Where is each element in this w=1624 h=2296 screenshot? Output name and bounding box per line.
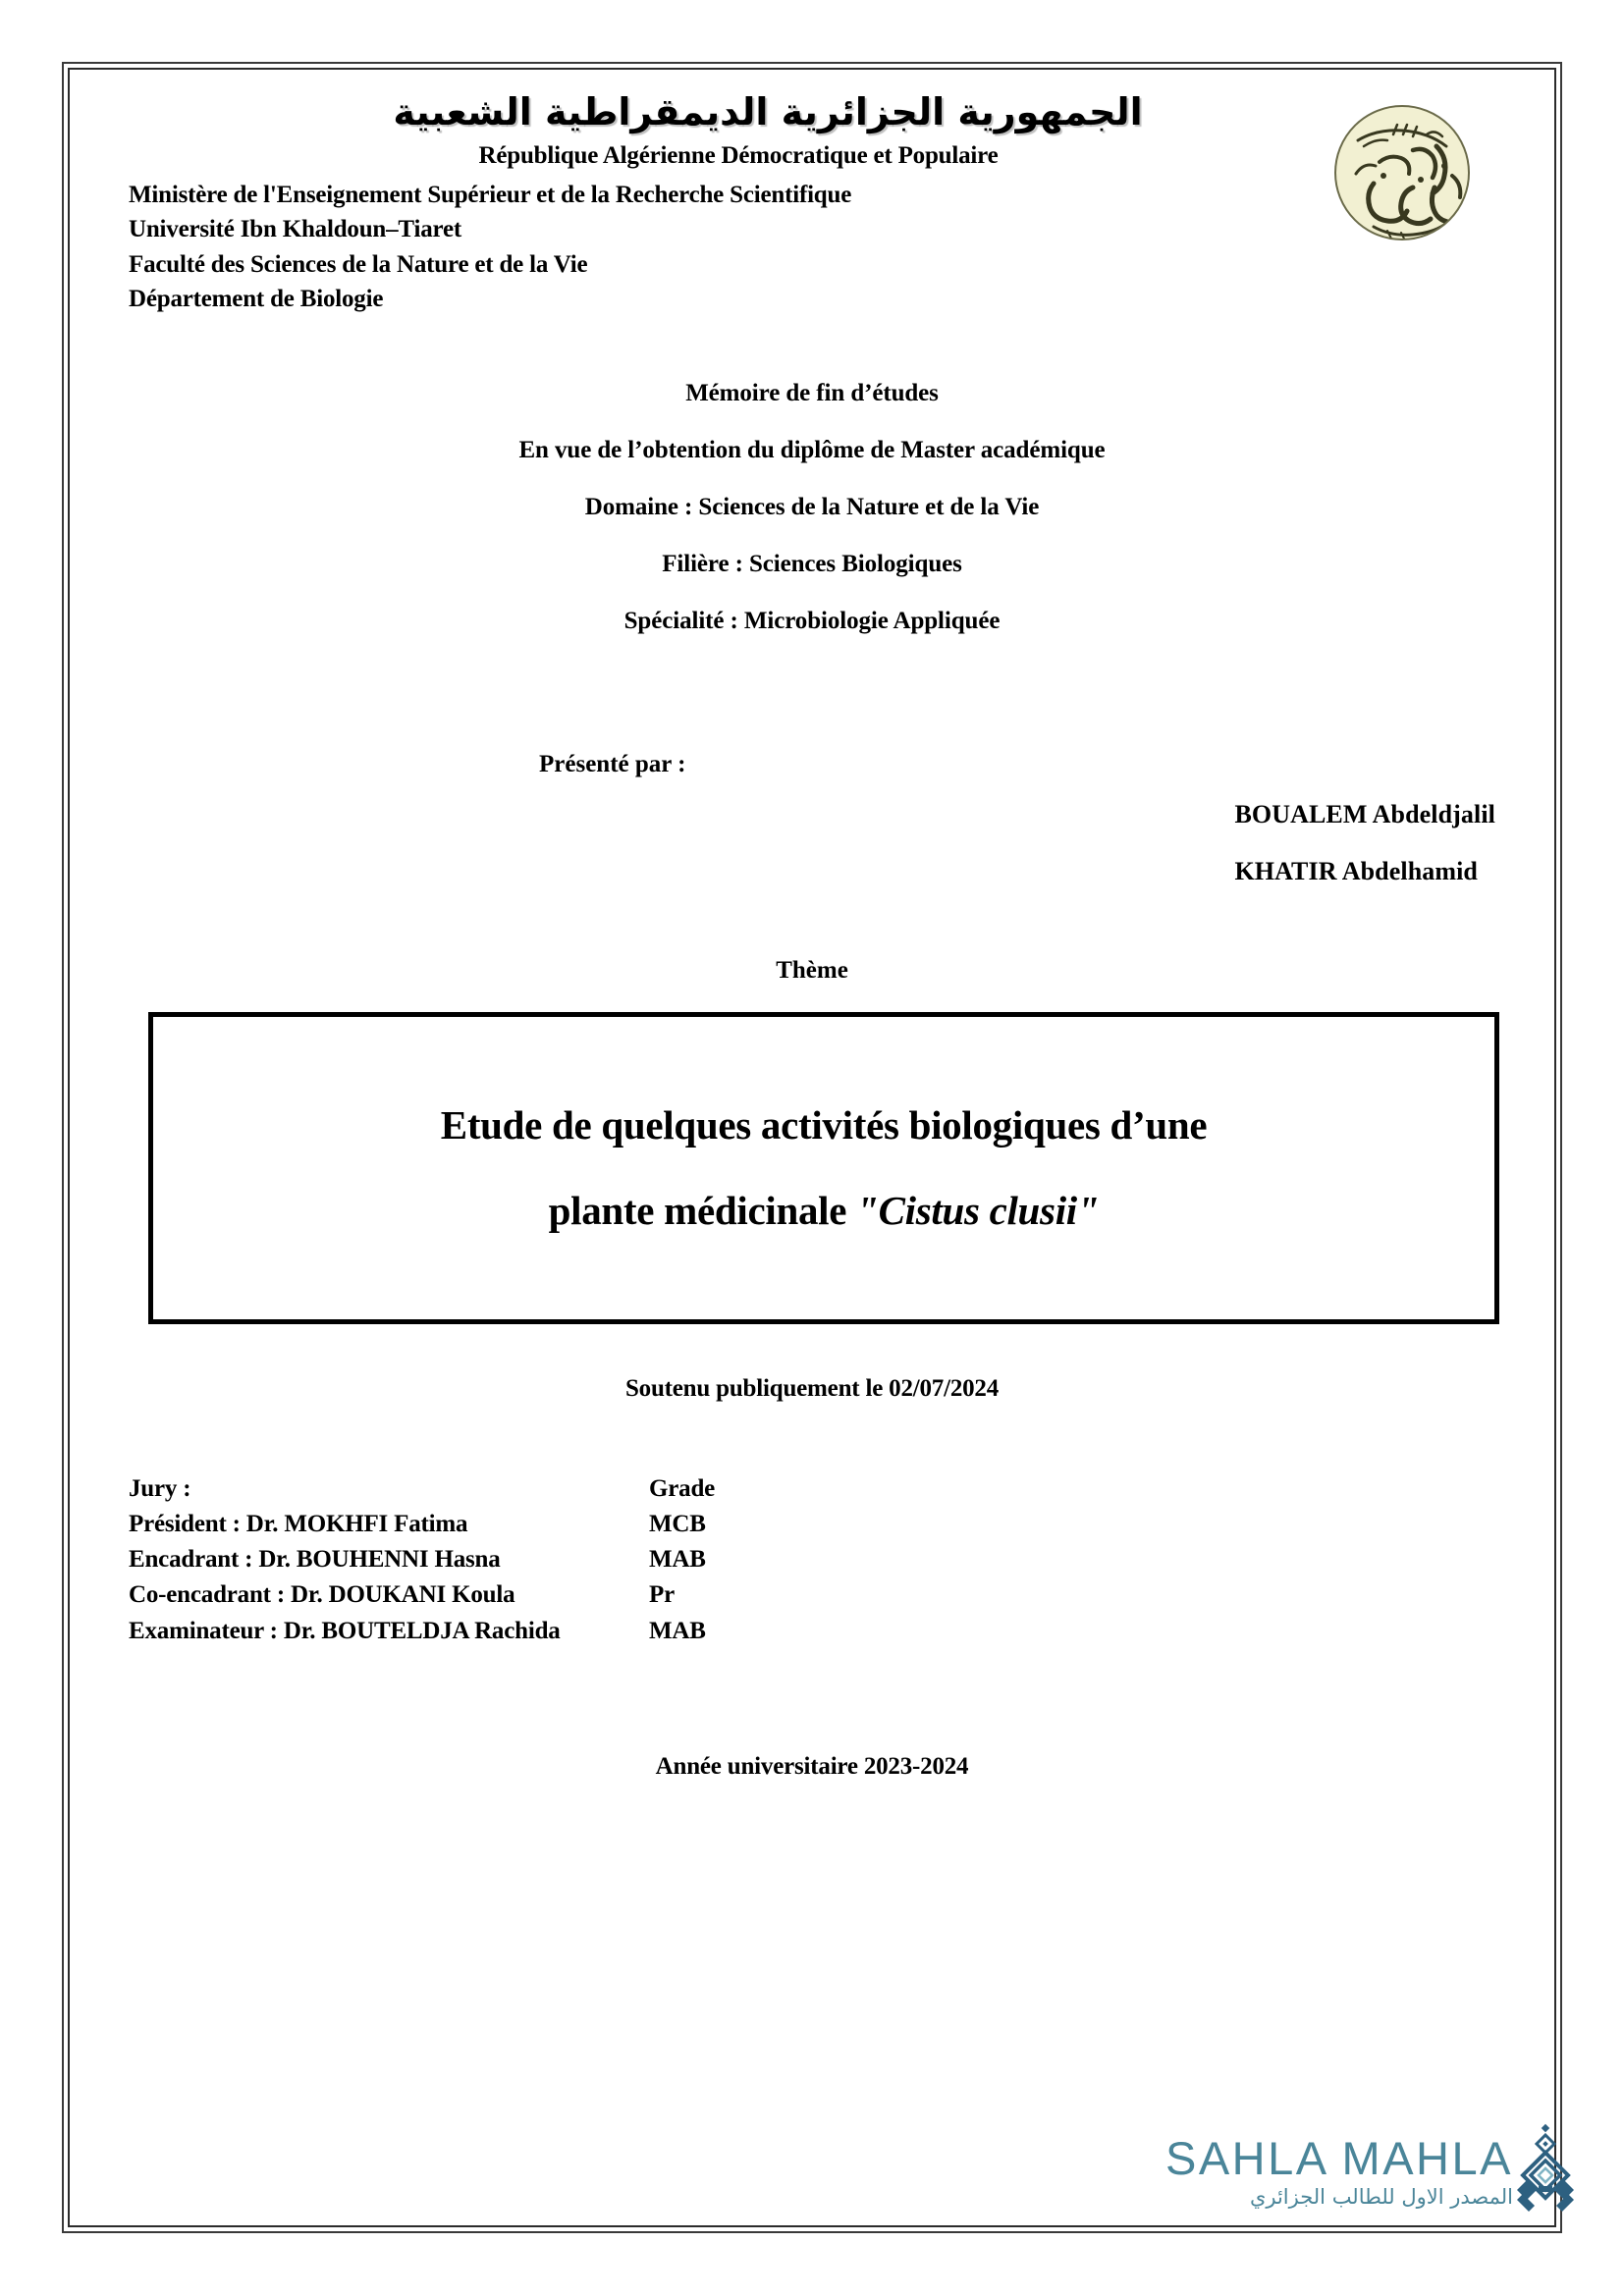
page-border-inner: [68, 68, 1556, 2227]
sahla-mahla-watermark: [1165, 2123, 1576, 2219]
theme-title-box: [148, 1012, 1499, 1324]
filiere-line: Filière : Sciences Biologiques: [662, 550, 962, 577]
academic-year: Année universitaire 2023-2024: [655, 1752, 969, 1780]
jury-member-grade: MAB: [649, 1617, 706, 1644]
faculty-line: Faculté des Sciences de la Nature et de la Vie: [129, 250, 588, 278]
presented-by-block: [115, 751, 1509, 898]
author-name: BOUALEM Abdeldjalil: [1234, 799, 1495, 828]
jury-member-role: Président : Dr. MOKHFI Fatima: [129, 1510, 468, 1537]
jury-member-role: Co-encadrant : Dr. DOUKANI Koula: [129, 1581, 515, 1609]
jury-row: [129, 1507, 1509, 1542]
theme-label: Thème: [776, 956, 848, 984]
theme-species-name: "Cistus clusii": [856, 1187, 1100, 1233]
document-content: [70, 70, 1554, 2225]
university-seal-icon: [1319, 89, 1486, 256]
jury-member-grade: Pr: [649, 1581, 675, 1609]
diploma-block: [115, 380, 1509, 635]
authors-list: [1234, 799, 1495, 916]
page-border-outer: [62, 62, 1562, 2233]
jury-member-grade: MCB: [649, 1510, 706, 1537]
watermark-text: [1164, 2132, 1513, 2209]
objective-line: En vue de l’obtention du diplôme de Master académique: [518, 436, 1106, 463]
domaine-line: Domaine : Sciences de la Nature et de la Vie: [584, 493, 1040, 520]
jury-row: [129, 1614, 1509, 1649]
author-name: KHATIR Abdelhamid: [1234, 856, 1478, 885]
jury-member-grade: MAB: [649, 1546, 706, 1573]
ministry-line: Ministère de l'Enseignement Supérieur et de la Recherche Scientifique: [129, 181, 852, 208]
watermark-subtitle: المصدر الاول للطالب الجزائري: [1249, 2185, 1513, 2209]
jury-member-role: Encadrant : Dr. BOUHENNI Hasna: [129, 1546, 501, 1573]
watermark-title: SAHLA MAHLA: [1164, 2132, 1513, 2184]
institution-lines: [115, 178, 1509, 317]
jury-header-row: [129, 1471, 1509, 1507]
jury-member-role: Examinateur : Dr. BOUTELDJA Rachida: [129, 1617, 561, 1644]
theme-title-line-1: Etude de quelques activités biologiques d’une: [440, 1101, 1208, 1148]
jury-header-role: Jury :: [129, 1474, 191, 1502]
jury-header-grade: Grade: [649, 1474, 716, 1502]
defense-date: Soutenu publiquement le 02/07/2024: [624, 1374, 1000, 1402]
department-line: Département de Biologie: [129, 286, 384, 312]
republic-name: République Algérienne Démocratique et Populaire: [478, 141, 999, 169]
memoire-line: Mémoire de fin d’études: [685, 379, 939, 406]
theme-title-prefix: plante médicinale: [548, 1187, 857, 1233]
presented-by-label: Présenté par :: [539, 750, 686, 777]
specialite-line: Spécialité : Microbiologie Appliquée: [623, 607, 1001, 634]
jury-table: [115, 1471, 1509, 1649]
arabic-state-name: الجمهورية الجزائرية الديمقراطية الشعبية: [393, 90, 1143, 133]
theme-title-line-2: [548, 1187, 1100, 1233]
jury-row: [129, 1577, 1509, 1613]
jury-row: [129, 1542, 1509, 1577]
document-header: [115, 70, 1509, 317]
university-line: Université Ibn Khaldoun–Tiaret: [129, 216, 461, 242]
berber-diamond-ornament-icon: [1515, 2123, 1576, 2217]
